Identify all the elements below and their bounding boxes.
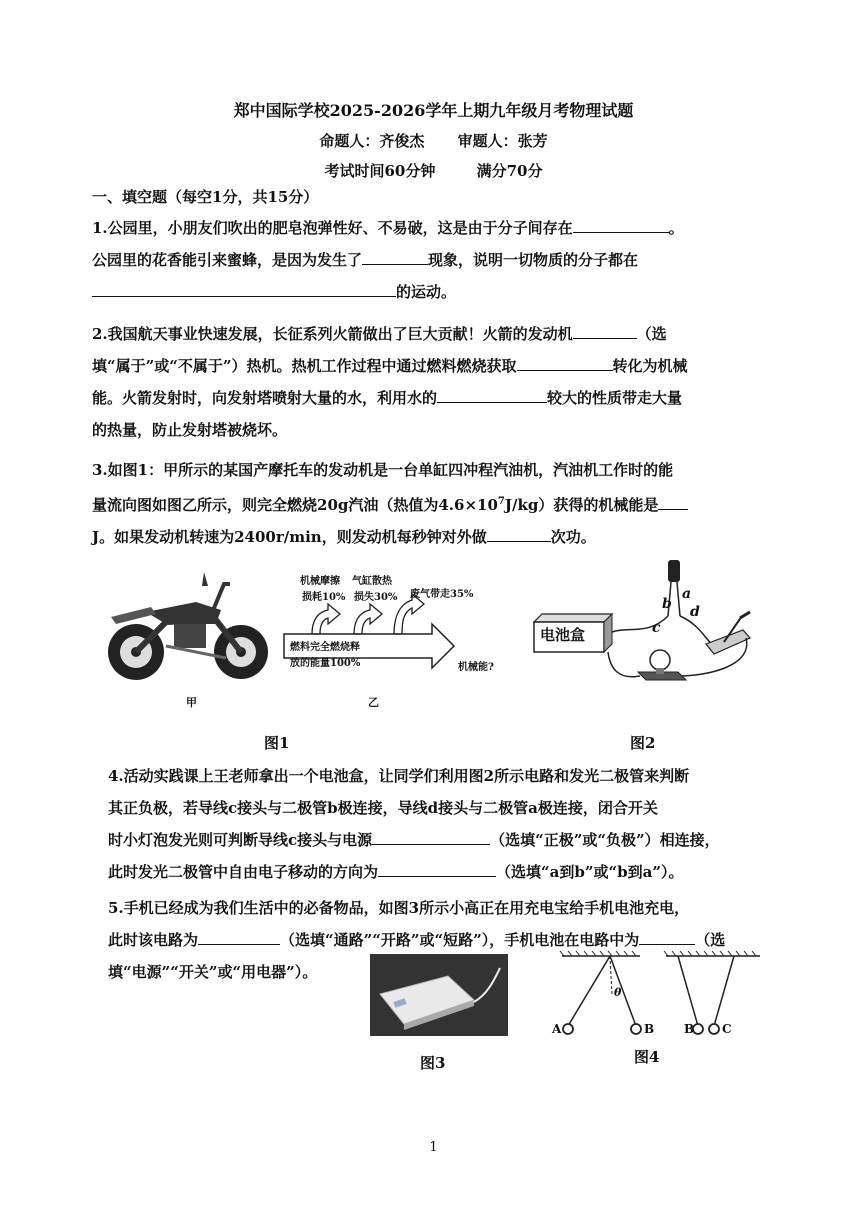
fig3-caption: 图3: [420, 1054, 446, 1072]
fig1-label-yi: 乙: [368, 696, 379, 709]
answer-blank[interactable]: [573, 320, 637, 339]
section-fill-in: 一、填空题（每空1分，共15分）: [92, 188, 319, 206]
wire-d-label: d: [690, 604, 700, 620]
fig2-caption: 图2: [630, 734, 656, 752]
question-4: 4.活动实践课上王老师拿出一个电池盒，让同学们利用图2所示电路和发光二极管来判断 其正负极，若导线c接头与二极管b极连接，导线d接头与二极管a极连接，闭合开关 时小灯泡发光则可判断导线c接头与电源 （选填“正极”或“负极”）相连接， 此时发光二极管中自由电子移动的方向为 （选填“a到b”或“b到a”）。: [108, 767, 720, 881]
fig1-caption: 图1: [264, 734, 290, 752]
question-2: 2.我国航天事业快速发展，长征系列火箭做出了巨大贡献！火箭的发动机 （选 填“属于”或“不属于”）热机。热机工作过程中通过燃料燃烧获取 转化为机械 能。火箭发射时，向发射塔喷射大量的水，利用水的 较大的性质带走大量 的热量，防止发射塔被烧坏。: [92, 318, 688, 446]
ball-C-label: C: [722, 1022, 732, 1036]
fuel-label-2: 放的能量100%: [290, 658, 361, 669]
cylinder-label: 气缸散热: [352, 576, 392, 587]
charged-balls-diagram: [548, 950, 772, 1040]
question-1: 1.公园里，小朋友们吹出的肥皂泡弹性好、不易破，这是由于分子间存在 。 公园里的花香能引来蜜蜂，是因为发生了 现象，说明一切物质的分子都在 的运动。: [92, 212, 684, 308]
answer-blank[interactable]: [639, 926, 695, 945]
wire-c-label: c: [652, 620, 661, 636]
fig4-caption: 图4: [634, 1048, 660, 1066]
full-score: 满分70分: [476, 162, 543, 180]
answer-blank[interactable]: [362, 246, 428, 265]
wire-a-label: a: [682, 586, 692, 602]
ball-B-label-1: B: [644, 1022, 655, 1036]
reviewer: 审题人：张芳: [457, 132, 548, 150]
friction-label: 机械摩擦: [300, 576, 340, 587]
fuel-label-1: 燃料完全燃烧释: [290, 642, 360, 653]
friction-loss: 损耗10%: [302, 592, 346, 603]
question-3: 3.如图1：甲所示的某国产摩托车的发动机是一台单缸四冲程汽油机，汽油机工作时的能 量流向图如图乙所示，则完全燃烧20g汽油（热值为$4.6\times 10^7J/kg$）获得的机械能是 J。如果发动机转速为2400r/min，则发动机每秒钟对外做 次功。: [92, 454, 688, 553]
ball-A-label: A: [552, 1022, 562, 1036]
exam-time: 考试时间60分钟: [324, 162, 436, 180]
motorcycle-image: [96, 562, 272, 690]
fig1-label-jia: 甲: [186, 696, 197, 709]
answer-blank[interactable]: [487, 523, 551, 542]
author-line: [0, 130, 867, 151]
wire-b-label: b: [662, 596, 672, 612]
author: 命题人：齐俊杰: [319, 132, 425, 150]
power-bank-photo: [370, 954, 508, 1036]
answer-blank[interactable]: [658, 491, 688, 510]
answer-blank[interactable]: [378, 858, 496, 877]
answer-blank[interactable]: [437, 384, 547, 403]
exhaust-label: 废气带走35%: [410, 589, 474, 600]
cylinder-loss: 损失30%: [354, 592, 398, 603]
mech-energy-label: 机械能?: [458, 662, 494, 673]
theta-label: θ: [614, 986, 622, 999]
answer-blank[interactable]: [198, 926, 280, 945]
answer-blank[interactable]: [517, 352, 613, 371]
answer-blank[interactable]: [573, 214, 669, 233]
page-number: 1: [429, 1140, 438, 1155]
exam-info: [0, 160, 867, 181]
answer-blank[interactable]: [92, 278, 396, 297]
question-5: 5.手机已经成为我们生活中的必备物品，如图3所示小高正在用充电宝给手机电池充电， 此时该电路为 （选填“通路”“开路”或“短路”），手机电池在电路中为 （选 填“电源”“开关”或“用电器”）。: [108, 899, 726, 981]
battery-box-label: 电池盒: [540, 626, 586, 644]
ball-B-label-2: B: [684, 1022, 695, 1036]
exam-title: 郑中国际学校2025-2026学年上期九年级月考物理试题: [233, 101, 634, 120]
answer-blank[interactable]: [372, 826, 490, 845]
